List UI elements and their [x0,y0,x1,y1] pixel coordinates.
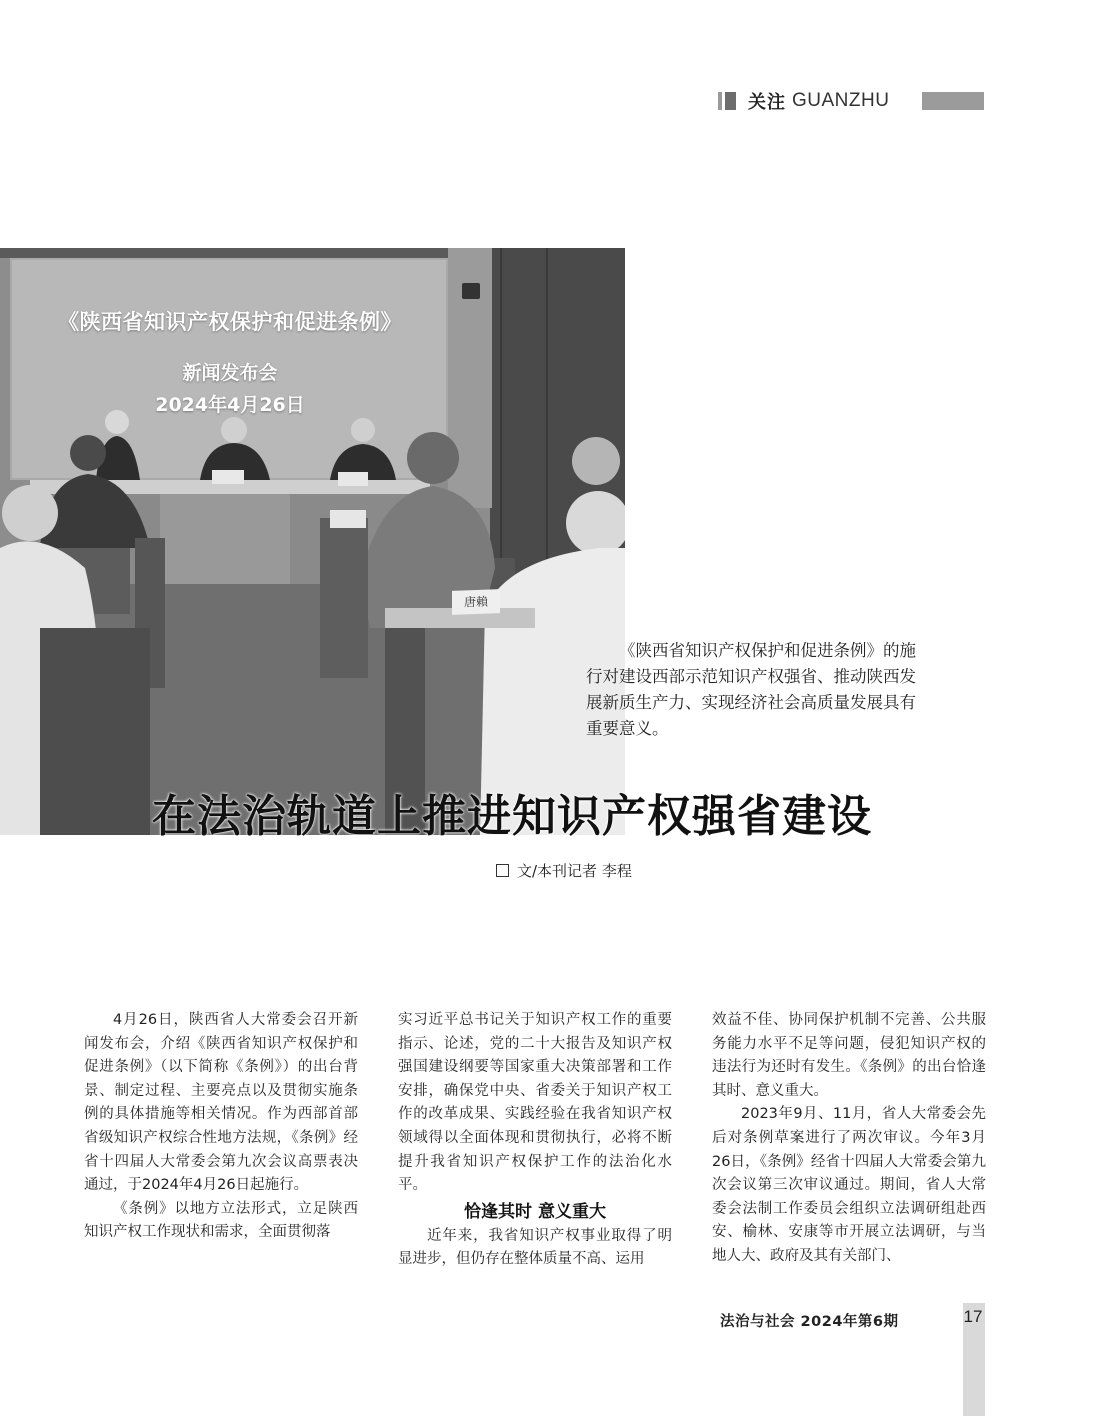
subheading: 恰逢其时 意义重大 [464,1201,606,1222]
headline: 在法治轨道上推进知识产权强省建设 [152,791,872,842]
byline-box-icon [496,864,509,877]
header-bar-decoration [718,92,722,110]
section-title-zh: 关注 [748,92,786,113]
paragraph: 近年来，我省知识产权事业取得了明显进步，但仍存在整体质量不高、运用 [398,1227,672,1268]
body-column-2 [398,1009,672,1272]
press-conference-photo [0,248,625,835]
photo-illustration [0,248,625,835]
header-bar-decoration [922,92,984,110]
paragraph: 效益不佳、协同保护机制不完善、公共服务能力水平不足等问题，侵犯知识产权的违法行为还时有发生。《条例》的出台恰逢其时、意义重大。 [712,1012,986,1099]
screen-subtitle: 新闻发布会 [182,362,278,384]
paragraph: 2023年9月、11月，省人大常委会先后对条例草案进行了两次审议。今年3月26日，《条例》经省十四届人大常委会第九次会议第三次审议通过。期间，省人大常委会法制工作委员会组织立法调研组赴西安、榆林、安康等市开展立法调研，与当地人大、政府及其有关部门、 [712,1106,986,1264]
standfirst: 《陕西省知识产权保护和促进条例》的施行对建设西部示范知识产权强省、推动陕西发展新质生产力、实现经济社会高质量发展具有重要意义。 [586,641,916,738]
screen-date: 2024年4月26日 [155,394,305,416]
paragraph: 实习近平总书记关于知识产权工作的重要指示、论述，党的二十大报告及知识产权强国建设纲要等国家重大决策部署和工作安排，确保党中央、省委关于知识产权工作的改革成果、实践经验在我省知识产权领域得以全面体现和贯彻执行，必将不断提升我省知识产权保护工作的法治化水平。 [398,1012,672,1194]
byline [496,860,632,881]
body-column-1 [84,1009,358,1245]
byline-text: 文/本刊记者 李程 [517,862,632,880]
page-number: 17 [963,1307,983,1326]
header-bar-decoration [725,92,736,110]
paragraph: 《条例》以地方立法形式，立足陕西知识产权工作现状和需求，全面贯彻落 [84,1200,358,1241]
screen-title: 《陕西省知识产权保护和促进条例》 [58,310,402,334]
nameplate: 唐賴 [452,589,500,615]
body-column-3 [712,1009,986,1269]
section-header [718,90,889,112]
paragraph: 4月26日，陕西省人大常委会召开新闻发布会，介绍《陕西省知识产权保护和促进条例》（以下简称《条例》）的出台背景、制定过程、主要亮点以及贯彻实施条例的具体措施等相关情况。作为西部首部省级知识产权综合性地方法规，《条例》经省十四届人大常委会第九次会议高票表决通过，于2024年4月26日起施行。 [84,1012,358,1194]
section-title-en: GUANZHU [792,90,890,111]
magazine-issue: 法治与社会 2024年第6期 [720,1314,899,1330]
